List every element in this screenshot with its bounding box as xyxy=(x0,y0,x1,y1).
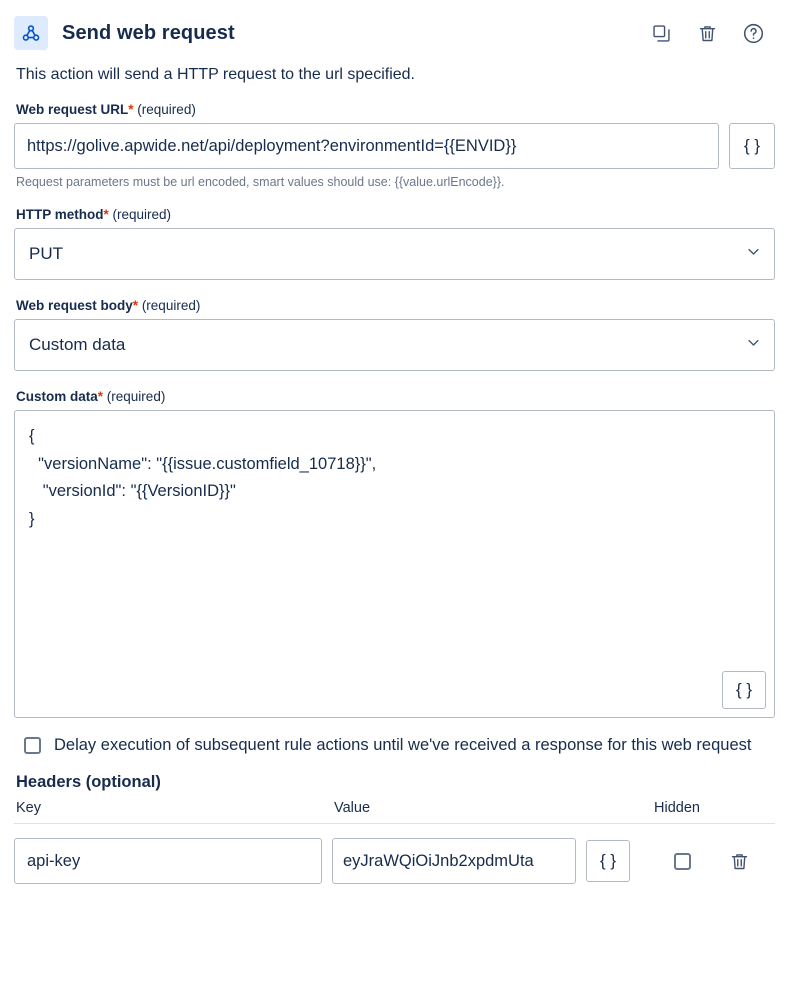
delay-execution-row[interactable] xyxy=(24,734,775,757)
action-description: This action will send a HTTP request to the url specified. xyxy=(16,66,415,83)
delay-execution-checkbox[interactable] xyxy=(24,737,41,754)
url-field-label xyxy=(16,102,775,117)
header-hidden-checkbox[interactable] xyxy=(674,853,691,870)
url-input-row xyxy=(14,123,775,169)
headers-section xyxy=(14,773,775,884)
body-required-text: (required) xyxy=(141,298,201,313)
body-select[interactable]: Custom data xyxy=(14,319,775,371)
url-field-group xyxy=(14,102,775,189)
custom-data-textarea[interactable] xyxy=(15,411,774,717)
headers-table xyxy=(14,800,775,884)
custom-data-smart-value-button[interactable]: { } xyxy=(722,671,766,709)
url-required-text: (required) xyxy=(137,102,196,117)
url-input[interactable] xyxy=(14,123,719,169)
header-key-input[interactable] xyxy=(14,838,322,884)
headers-table-header xyxy=(14,800,775,824)
duplicate-icon[interactable] xyxy=(649,21,673,45)
custom-data-wrap xyxy=(14,410,775,718)
method-field-label xyxy=(16,207,775,222)
custom-data-label-text: Custom data xyxy=(16,389,98,404)
url-smart-value-button[interactable]: { } xyxy=(729,123,775,169)
column-header-key: Key xyxy=(16,800,41,817)
help-icon[interactable] xyxy=(741,21,765,45)
body-required-mark: * xyxy=(132,298,139,313)
page-title: Send web request xyxy=(62,21,235,44)
body-field-group xyxy=(14,298,775,371)
url-label-text: Web request URL xyxy=(16,102,129,117)
body-label-text: Web request body xyxy=(16,298,133,313)
body-field-label xyxy=(16,298,775,313)
column-header-value: Value xyxy=(334,800,371,817)
custom-data-group xyxy=(14,389,775,718)
headers-title: Headers (optional) xyxy=(16,773,161,792)
custom-data-required-text: (required) xyxy=(106,389,166,404)
custom-data-required-mark: * xyxy=(97,389,104,404)
table-row xyxy=(14,824,775,884)
method-label-text: HTTP method xyxy=(16,207,104,222)
delay-execution-label: Delay execution of subsequent rule actions until we've received a response for this web request xyxy=(54,736,752,754)
body-select-wrap xyxy=(14,319,775,371)
panel-header xyxy=(14,10,775,56)
method-select-wrap xyxy=(14,228,775,280)
custom-data-label xyxy=(16,389,775,404)
url-hint: Request parameters must be url encoded, smart values should use: {{value.urlEncode}}. xyxy=(16,175,505,189)
delete-icon[interactable] xyxy=(695,21,719,45)
method-required-mark: * xyxy=(103,207,109,222)
header-delete-icon[interactable] xyxy=(729,851,750,872)
header-value-input[interactable] xyxy=(332,838,576,884)
header-smart-value-button[interactable]: { } xyxy=(586,840,630,882)
method-select[interactable]: PUT xyxy=(14,228,775,280)
method-field-group xyxy=(14,207,775,280)
webhook-icon xyxy=(14,16,48,50)
url-required-mark: * xyxy=(128,102,134,117)
method-required-text: (required) xyxy=(112,207,172,222)
column-header-hidden: Hidden xyxy=(654,800,700,817)
header-actions xyxy=(649,21,775,45)
